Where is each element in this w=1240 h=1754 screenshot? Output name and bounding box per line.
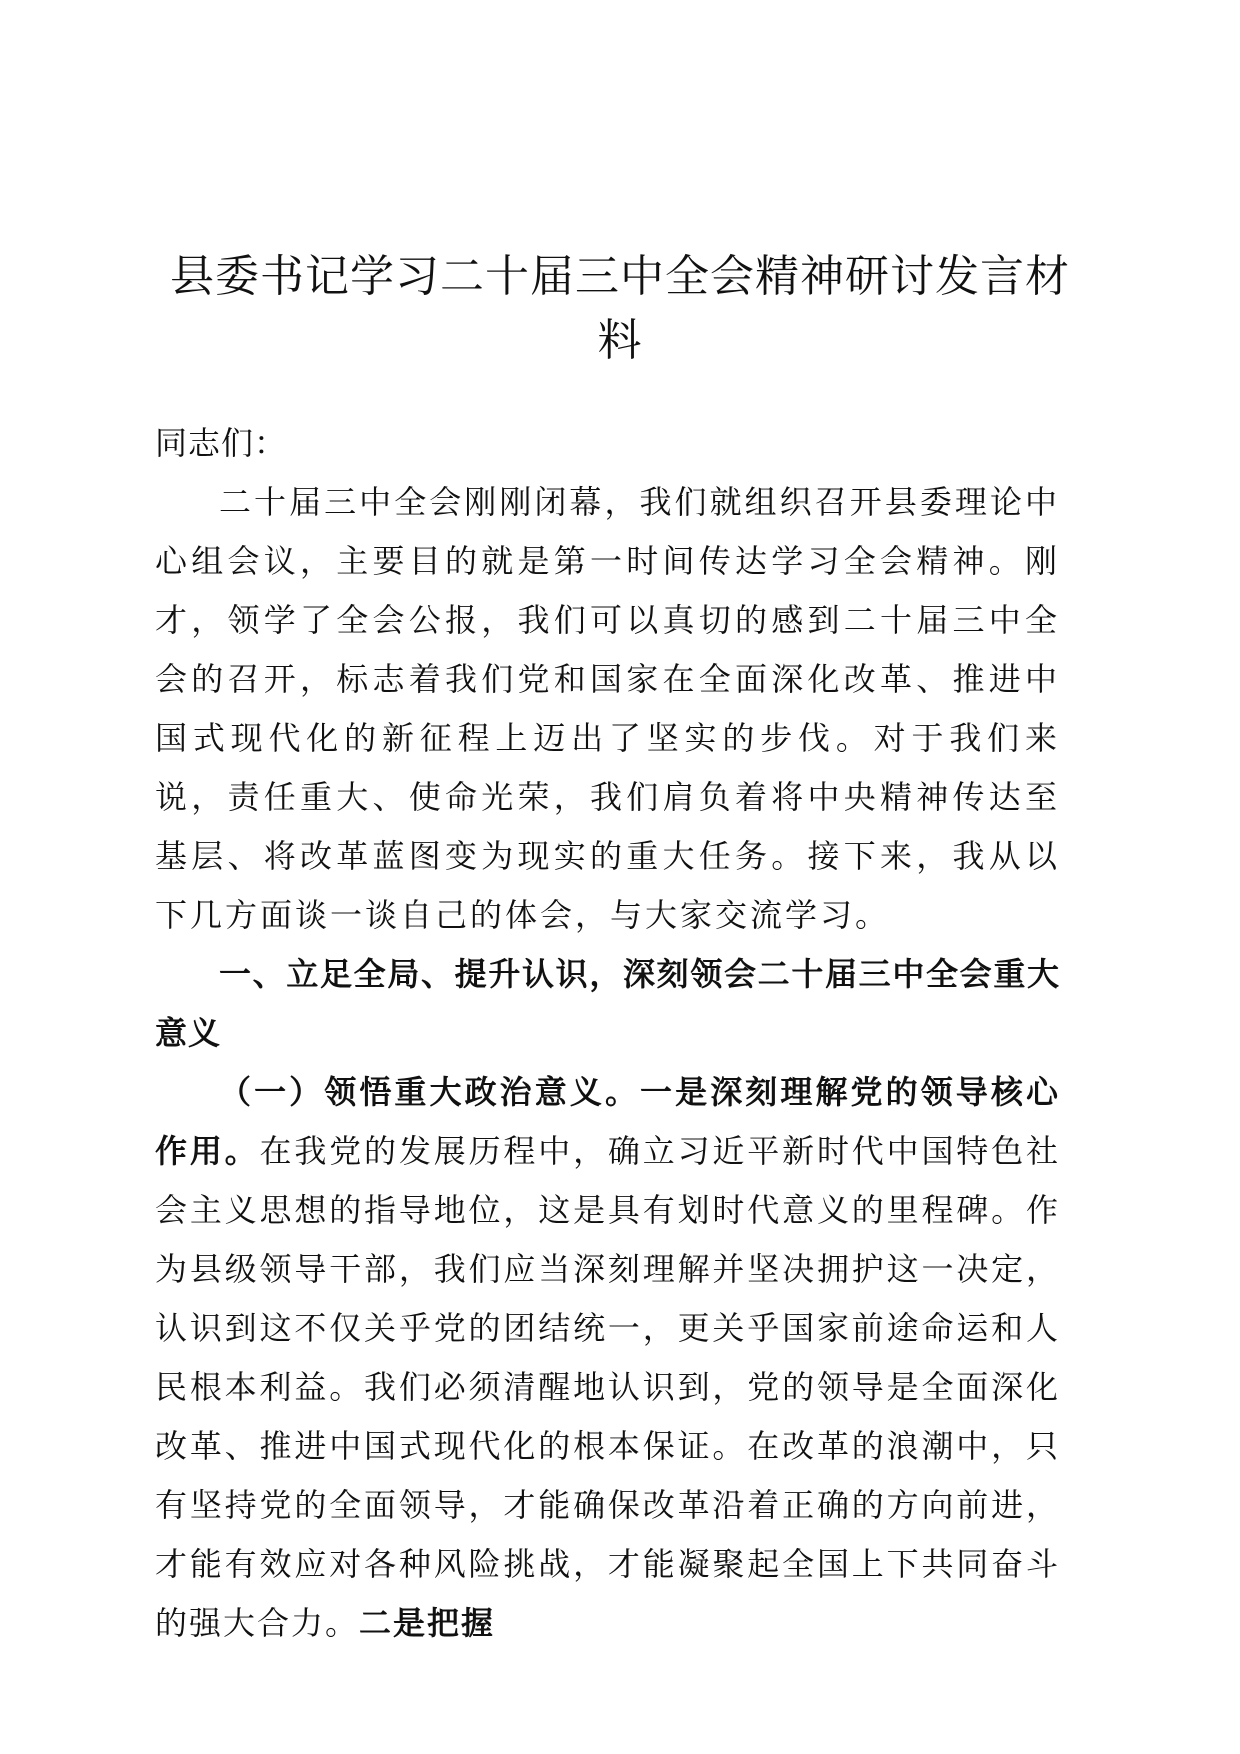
document-title: 县委书记学习二十届三中全会精神研讨发言材料	[170, 251, 1070, 366]
subsection-heading: （一）领悟重大政治意义。	[219, 1073, 641, 1111]
section-heading-1: 一、立足全局、提升认识，深刻领会二十届三中全会重大意义	[155, 955, 1060, 1052]
point-1-text: 在我党的发展历程中，确立习近平新时代中国特色社会主义思想的指导地位，这是具有划时代意义的里程碑。作为县级领导干部，我们应当深刻理解并坚决拥护这一决定，认识到这不仅关乎党的团结统一，更关乎国家前途命运和人民根本利益。我们必须清醒地认识到，党的领导是全面深化改革、推进中国式现代化的根本保证。在改革的浪潮中，只有坚持党的全面领导，才能确保改革沿着正确的方向前进，才能有效应对各种风险挑战，才能凝聚起全国上下共同奋斗的强大合力。	[155, 1132, 1060, 1642]
intro-paragraph: 二十届三中全会刚刚闭幕，我们就组织召开县委理论中心组会议，主要目的就是第一时间传达学习全会精神。刚才，领学了全会公报，我们可以真切的感到二十届三中全会的召开，标志着我们党和国家在全面深化改革、推进中国式现代化的新征程上迈出了坚实的步伐。对于我们来说，责任重大、使命光荣，我们肩负着将中央精神传达至基层、将改革蓝图变为现实的重大任务。接下来，我从以下几方面谈一谈自己的体会，与大家交流学习。	[155, 483, 1060, 934]
subsection-paragraph-1	[155, 1063, 1060, 1653]
salutation: 同志们：	[155, 424, 288, 462]
point-1-label: 一是深刻理解党的领导核心作用。	[155, 1073, 1060, 1170]
document-body	[155, 414, 1060, 1653]
point-2-label: 二是把握	[359, 1604, 496, 1642]
